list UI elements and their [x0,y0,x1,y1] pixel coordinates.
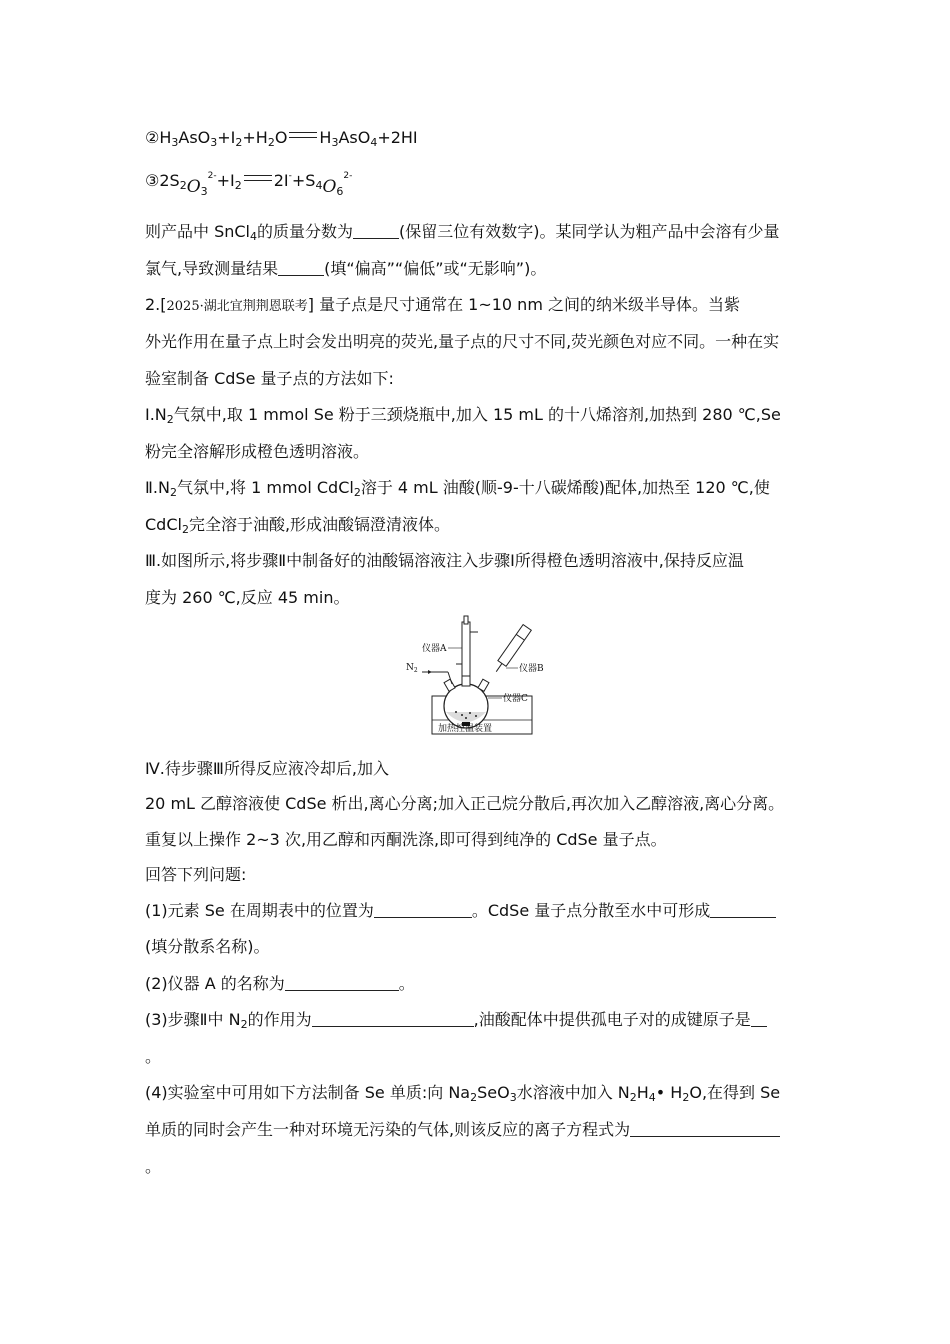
eq-text: 2I [273,171,289,190]
question-1 [145,900,776,922]
n2-label: $N_2$ [406,663,418,674]
subscript: 2 [235,136,243,149]
text: 则产品中 SnCl [145,222,251,241]
eq-text: AsO [178,128,211,147]
paragraph-line: 。 [145,1157,162,1176]
equation-3 [145,165,352,203]
answer-blank[interactable] [710,901,776,918]
subscript: 2 [267,136,275,149]
eq-text: AsO [338,128,371,147]
paragraph-line: (填分散系名称)。 [145,937,270,956]
label-instrument-a: 仪器A [422,644,447,654]
text: 的作用为 [247,1010,312,1029]
text: (3)步骤Ⅱ中 N [145,1010,241,1029]
superscript: - [288,171,292,181]
eq-text: +I [216,171,235,190]
text: (2)仪器 A 的名称为 [145,974,285,993]
subscript: 2 [179,179,187,192]
answer-blank[interactable] [751,1010,767,1027]
text: 完全溶于油酸,形成油酸镉澄清液体。 [188,515,451,534]
subscript: 4 [315,179,323,192]
paragraph-line: 粉完全溶解形成橙色透明溶液。 [145,442,370,461]
text: (1)元素 Se 在周期表中的位置为 [145,901,374,920]
paragraph-line: 20 mL 乙醇溶液使 CdSe 析出,离心分离;加入正己烷分散后,再次加入乙醇溶液,离心分离。 [145,794,785,813]
subscript: 2 [470,1091,478,1104]
step-3: Ⅲ.如图所示,将步骤Ⅱ中制备好的油酸镉溶液注入步骤Ⅰ所得橙色透明溶液中,保持反应温 [145,551,744,570]
answer-blank[interactable] [278,259,324,276]
source-tag: 2025·湖北宜荆荆恩联考 [166,299,308,314]
text: (4)实验室中可用如下方法制备 Se 单质:向 Na [145,1083,471,1102]
answer-blank[interactable] [374,901,472,918]
eq-text: +S [291,171,316,190]
step-2 [145,477,770,504]
eq-text: +H [242,128,268,147]
subscript: 2 [234,179,242,192]
paragraph-line: 验室制备 CdSe 量子点的方法如下: [145,369,394,388]
subscript: 2 [353,486,361,499]
subscript: 4 [648,1091,656,1104]
text: O,在得到 Se [689,1083,781,1102]
text: • H [655,1083,683,1102]
question-4 [145,1082,780,1109]
subscript: 3 [210,136,218,149]
text: 。CdSe 量子点分散至水中可形成 [471,901,711,920]
question-2 [145,973,415,995]
eq-text: H [159,128,172,147]
question-number: 2.[ [145,295,167,314]
eq-text: +2HI [377,128,418,147]
text: CdCl [145,515,182,534]
answer-blank[interactable] [353,222,399,239]
superscript: 2- [207,171,217,181]
paragraph-line [145,514,450,541]
answer-blank[interactable] [285,974,399,991]
label-instrument-c: 仪器C [503,694,528,704]
eq-text: O [186,177,201,197]
question-3 [145,1009,767,1036]
subscript: 2 [166,413,174,426]
subscript: 4 [370,136,378,149]
paragraph-line: 。 [145,1047,162,1066]
subscript: 2 [240,1018,248,1031]
text: 水溶液中加入 N [516,1083,630,1102]
equals-sign [244,175,272,181]
subscript: 2 [169,486,177,499]
eq-text: +I [217,128,236,147]
paragraph-line: 度为 260 ℃,反应 45 min。 [145,588,350,607]
text: H [636,1083,649,1102]
subscript: 2 [629,1091,637,1104]
eq-text: O [322,177,337,197]
paragraph-line: 重复以上操作 2~3 次,用乙醇和丙酮洗涤,即可得到纯净的 CdSe 量子点。 [145,830,667,849]
subscript: 3 [331,136,339,149]
text: (保留三位有效数字)。某同学认为粗产品中会溶有少量 [399,222,780,241]
equation-2 [145,127,418,154]
question-2-header [145,294,740,318]
text: 氯气,导致测量结果 [145,259,279,278]
text: 的质量分数为 [257,222,354,241]
text: ,油酸配体中提供孤电子对的成键原子是 [473,1010,751,1029]
eq-number: ② [145,128,160,147]
condenser-tube [462,622,470,676]
text: 气氛中,将 1 mmol CdCl [176,478,354,497]
text: 单质的同时会产生一种对环境无污染的气体,则该反应的离子方程式为 [145,1120,631,1139]
label-instrument-b: 仪器B [519,664,544,674]
text: SeO [477,1083,510,1102]
eq-text: H [319,128,332,147]
text: 气氛中,取 1 mmol Se 粉于三颈烧瓶中,加入 15 mL 的十八烯溶剂,加热到 280 ℃,Se [173,405,781,424]
step-4: Ⅳ.待步骤Ⅲ所得反应液冷却后,加入 [145,759,389,778]
subscript: 3 [200,185,208,198]
text: 溶于 4 mL 油酸(顺-9-十八碳烯酸)配体,加热至 120 ℃,使 [360,478,770,497]
text: Ⅱ.N [145,478,170,497]
text: 。 [398,974,415,993]
paragraph-line: 外光作用在量子点上时会发出明亮的荧光,量子点的尺寸不同,荧光颜色对应不同。一种在实 [145,332,780,351]
text: Ⅰ.N [145,405,167,424]
subscript: 2 [181,523,189,536]
paragraph-line [145,258,546,280]
paragraph-line [145,1119,780,1141]
paragraph-line [145,221,780,248]
subscript: 4 [250,230,258,243]
eq-number: ③2S [145,171,180,190]
subscript: 3 [509,1091,517,1104]
apparatus-figure [400,612,560,740]
eq-text: O [274,128,288,147]
superscript: 2- [343,171,353,181]
text: ] 量子点是尺寸通常在 1~10 nm 之间的纳米级半导体。当紫 [307,295,740,314]
subscript: 2 [682,1091,690,1104]
subscript: 3 [171,136,179,149]
step-1 [145,404,781,431]
paragraph-line: 回答下列问题: [145,865,247,884]
equals-sign [289,132,317,138]
answer-blank[interactable] [312,1010,474,1027]
answer-blank[interactable] [630,1120,780,1137]
text: (填“偏高”“偏低”或“无影响”)。 [324,259,547,278]
heater-label: 加热控温装置 [438,724,493,734]
subscript: 6 [336,185,344,198]
